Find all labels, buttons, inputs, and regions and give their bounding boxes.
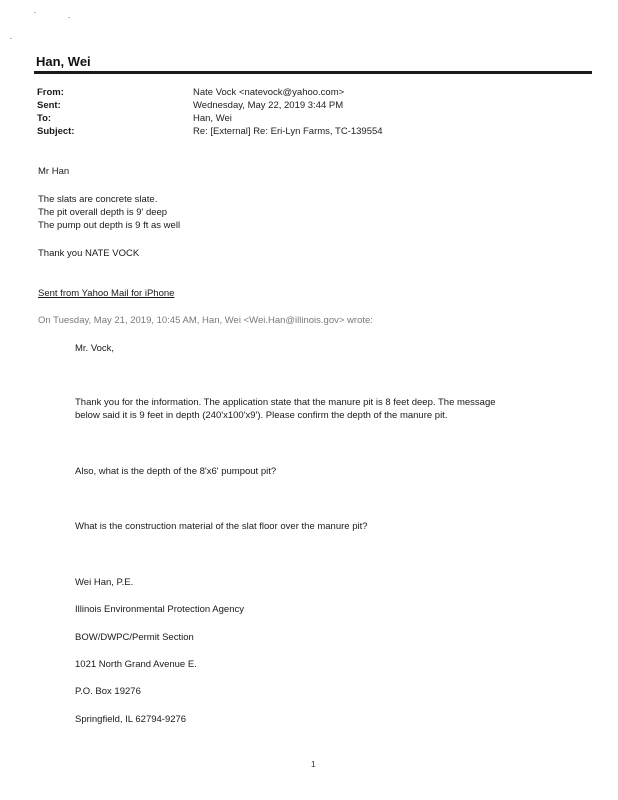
reply-line: The pump out depth is 9 ft as well — [38, 220, 181, 231]
from-label: From: — [37, 87, 64, 98]
quoted-paragraph-line: below said it is 9 feet in depth (240'x100'x9'). Please confirm the depth of the manure pit. — [75, 410, 448, 421]
signature-section: BOW/DWPC/Permit Section — [75, 632, 194, 643]
scan-speck — [68, 17, 70, 18]
signature-pobox: P.O. Box 19276 — [75, 686, 141, 697]
subject-label: Subject: — [37, 126, 75, 137]
reply-thanks: Thank you NATE VOCK — [38, 248, 140, 259]
quoted-question: Also, what is the depth of the 8'x6' pumpout pit? — [75, 466, 277, 477]
subject-value: Re: [External] Re: Eri-Lyn Farms, TC-139554 — [193, 126, 383, 137]
quoted-paragraph-line: Thank you for the information. The application state that the manure pit is 8 feet deep. The message — [75, 397, 496, 408]
from-value: Nate Vock <natevock@yahoo.com> — [193, 87, 345, 98]
quoted-intro: On Tuesday, May 21, 2019, 10:45 AM, Han, Wei <Wei.Han@illinois.gov> wrote: — [38, 315, 373, 326]
signature-address: 1021 North Grand Avenue E. — [75, 659, 197, 670]
reply-line: The pit overall depth is 9' deep — [38, 207, 168, 218]
sender-name: Han, Wei — [36, 54, 91, 69]
scan-speck — [34, 12, 36, 13]
header-divider — [34, 71, 592, 74]
page-number: 1 — [311, 759, 316, 769]
reply-line: The slats are concrete slate. — [38, 194, 158, 205]
signature-city: Springfield, IL 62794-9276 — [75, 714, 187, 725]
quoted-question: What is the construction material of the slat floor over the manure pit? — [75, 521, 368, 532]
to-label: To: — [37, 113, 52, 124]
yahoo-mail-link[interactable]: Sent from Yahoo Mail for iPhone — [38, 288, 175, 299]
sent-value: Wednesday, May 22, 2019 3:44 PM — [193, 100, 344, 111]
reply-greeting: Mr Han — [38, 166, 70, 177]
scan-speck — [10, 38, 12, 39]
to-value: Han, Wei — [193, 113, 232, 124]
sent-label: Sent: — [37, 100, 61, 111]
signature-name: Wei Han, P.E. — [75, 577, 134, 588]
signature-agency: Illinois Environmental Protection Agency — [75, 604, 244, 615]
quoted-greeting: Mr. Vock, — [75, 343, 115, 354]
